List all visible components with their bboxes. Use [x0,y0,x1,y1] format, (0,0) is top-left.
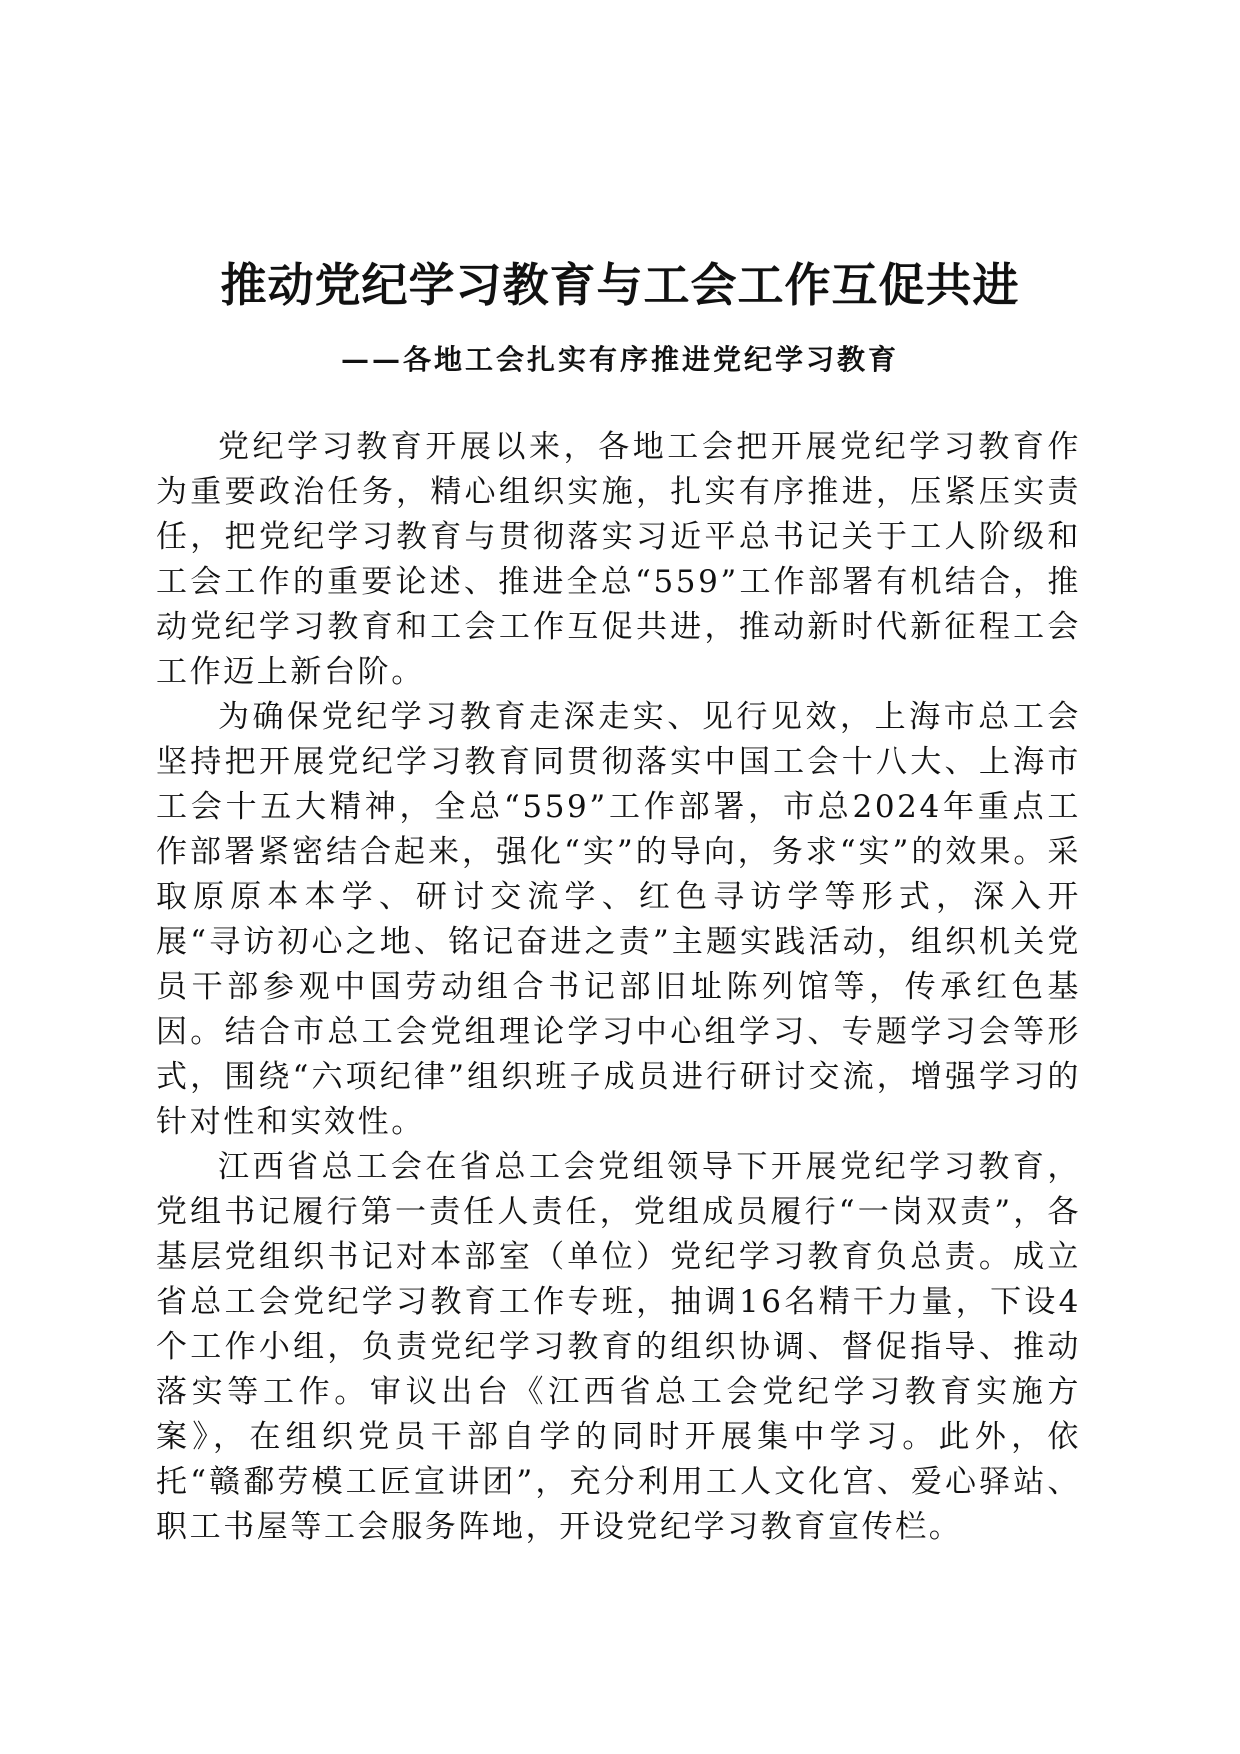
paragraph: 为确保党纪学习教育走深走实、见行见效，上海市总工会坚持把开展党纪学习教育同贯彻落实中国工会十八大、上海市工会十五大精神，全总“559”工作部署，市总2024年重点工作部署紧密结合起来，强化“实”的导向，务求“实”的效果。采取原原本本学、研讨交流学、红色寻访学等形式，深入开展“寻访初心之地、铭记奋进之责”主题实践活动，组织机关党员干部参观中国劳动组合书记部旧址陈列馆等，传承红色基因。结合市总工会党组理论学习中心组学习、专题学习会等形式，围绕“六项纪律”组织班子成员进行研讨交流，增强学习的针对性和实效性。 [156,699,1081,1140]
paragraph: 江西省总工会在省总工会党组领导下开展党纪学习教育，党组书记履行第一责任人责任，党组成员履行“一岗双责”，各基层党组织书记对本部室（单位）党纪学习教育负总责。成立省总工会党纪学习教育工作专班，抽调16名精干力量，下设4个工作小组，负责党纪学习教育的组织协调、督促指导、推动落实等工作。审议出台《江西省总工会党纪学习教育实施方案》，在组织党员干部自学的同时开展集中学习。此外，依托“赣鄱劳模工匠宣讲团”，充分利用工人文化宫、爱心驿站、职工书屋等工会服务阵地，开设党纪学习教育宣传栏。 [156,1149,1081,1545]
paragraph: 党纪学习教育开展以来，各地工会把开展党纪学习教育作为重要政治任务，精心组织实施，扎实有序推进，压紧压实责任，把党纪学习教育与贯彻落实习近平总书记关于工人阶级和工会工作的重要论述、推进全总“559”工作部署有机结合，推动党纪学习教育和工会工作互促共进，推动新时代新征程工会工作迈上新台阶。 [156,429,1081,690]
document-body [156,425,1081,1550]
document-subtitle: ——各地工会扎实有序推进党纪学习教育 [340,343,899,376]
document-title: 推动党纪学习教育与工会工作互促共进 [220,258,1020,312]
